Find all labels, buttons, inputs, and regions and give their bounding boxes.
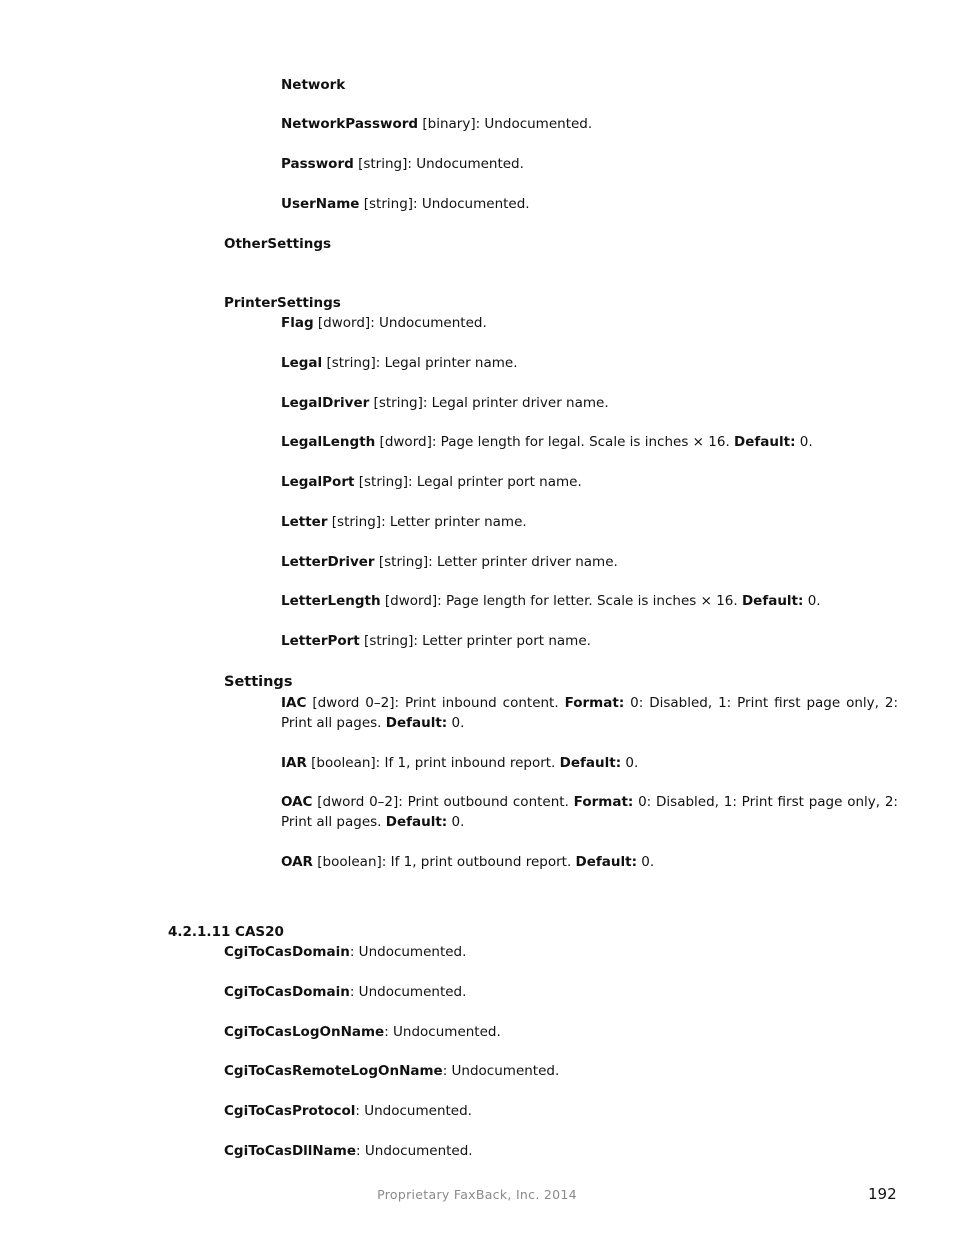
entry-desc: [string]: Letter printer driver name. (374, 554, 618, 570)
entry-name: LegalDriver (281, 395, 370, 411)
entry-desc: [string]: Undocumented. (359, 196, 530, 212)
cas-dll-name-entry (224, 1142, 473, 1160)
cas-domain-entry (224, 943, 466, 961)
entry-desc: [string]: Legal printer port name. (354, 474, 582, 490)
entry-desc: : Undocumented. (349, 944, 467, 960)
entry-name: IAC (281, 695, 307, 711)
cas-logon-name-entry (224, 1023, 501, 1041)
entry-desc: : Undocumented. (355, 1103, 472, 1119)
entry-desc: : Undocumented. (356, 1143, 473, 1159)
entry-desc: [boolean]: If 1, print inbound report. (306, 755, 560, 771)
legal-length-entry (281, 433, 813, 451)
default-value: 0. (803, 593, 821, 609)
iar-entry (281, 754, 638, 772)
letter-driver-entry (281, 553, 618, 571)
entry-name: CgiToCasDomain (224, 984, 350, 1000)
oar-entry (281, 853, 654, 871)
entry-desc: [dword]: Page length for legal. Scale is inches × 16. (375, 434, 735, 450)
entry-desc: [string]: Legal printer driver name. (369, 395, 609, 411)
default-value: 0. (447, 715, 465, 731)
entry-name: CgiToCasDomain (224, 944, 350, 960)
legal-driver-entry (281, 394, 609, 412)
username-entry (281, 195, 530, 213)
entry-name: OAC (281, 794, 313, 810)
printer-settings-heading: PrinterSettings (224, 295, 341, 311)
entry-name: LegalPort (281, 474, 355, 490)
entry-name: Flag (281, 315, 314, 331)
flag-entry (281, 314, 487, 332)
iac-entry (281, 693, 898, 733)
entry-name: LegalLength (281, 434, 376, 450)
default-label: Default: (575, 854, 637, 870)
entry-name: LetterPort (281, 633, 360, 649)
entry-desc: [dword 0–2]: Print outbound content. (312, 794, 574, 810)
entry-name: Password (281, 156, 354, 172)
entry-desc: [string]: Letter printer name. (327, 514, 527, 530)
entry-desc: [boolean]: If 1, print outbound report. (312, 854, 576, 870)
default-value: 0. (621, 755, 639, 771)
entry-name: UserName (281, 196, 360, 212)
entry-name: OAR (281, 854, 313, 870)
entry-desc: [binary]: Undocumented. (418, 116, 593, 132)
entry-name: CgiToCasRemoteLogOnName (224, 1063, 443, 1079)
settings-heading: Settings (224, 674, 293, 690)
cas20-section-heading: 4.2.1.11 CAS20 (168, 924, 284, 940)
format-label: Format: (564, 695, 625, 711)
password-entry (281, 155, 524, 173)
letter-entry (281, 513, 527, 531)
oac-entry (281, 792, 898, 832)
letter-port-entry (281, 632, 591, 650)
cas-protocol-entry (224, 1102, 472, 1120)
default-label: Default: (385, 715, 448, 731)
network-password-entry (281, 115, 592, 133)
default-label: Default: (741, 593, 804, 609)
format-text: 0: Disabled, 1: Print first page only, 2: Print all pages. (281, 695, 898, 731)
default-value: 0. (636, 854, 655, 870)
entry-name: LetterLength (281, 593, 381, 609)
entry-desc: [string]: Letter printer port name. (359, 633, 591, 649)
default-value: 0. (795, 434, 813, 450)
network-heading: Network (281, 77, 346, 93)
entry-desc: [string]: Undocumented. (353, 156, 524, 172)
cas-domain-entry (224, 983, 466, 1001)
entry-name: Letter (281, 514, 328, 530)
format-label: Format: (573, 794, 634, 810)
entry-desc: [dword]: Undocumented. (313, 315, 487, 331)
entry-name: CgiToCasProtocol (224, 1103, 356, 1119)
default-label: Default: (559, 755, 622, 771)
entry-name: CgiToCasLogOnName (224, 1024, 385, 1040)
entry-desc: [dword 0–2]: Print inbound content. (306, 695, 565, 711)
letter-length-entry (281, 592, 821, 610)
entry-name: CgiToCasDllName (224, 1143, 357, 1159)
entry-desc: [dword]: Page length for letter. Scale is inches × 16. (380, 593, 742, 609)
legal-entry (281, 354, 518, 372)
footer-text: Proprietary FaxBack, Inc. 2014 (377, 1187, 577, 1202)
entry-name: LetterDriver (281, 554, 375, 570)
entry-name: NetworkPassword (281, 116, 419, 132)
default-value: 0. (447, 814, 465, 830)
default-label: Default: (385, 814, 448, 830)
entry-desc: : Undocumented. (349, 984, 467, 1000)
entry-desc: [string]: Legal printer name. (322, 355, 518, 371)
legal-port-entry (281, 473, 582, 491)
entry-name: Legal (281, 355, 323, 371)
page-number: 192 (868, 1185, 897, 1203)
entry-name: IAR (281, 755, 307, 771)
entry-desc: : Undocumented. (442, 1063, 560, 1079)
format-text: 0: Disabled, 1: Print first page only, 2: Print all pages. (281, 794, 898, 830)
default-label: Default: (734, 434, 796, 450)
other-settings-heading: OtherSettings (224, 236, 332, 252)
cas-remote-logon-name-entry (224, 1062, 559, 1080)
entry-desc: : Undocumented. (384, 1024, 501, 1040)
